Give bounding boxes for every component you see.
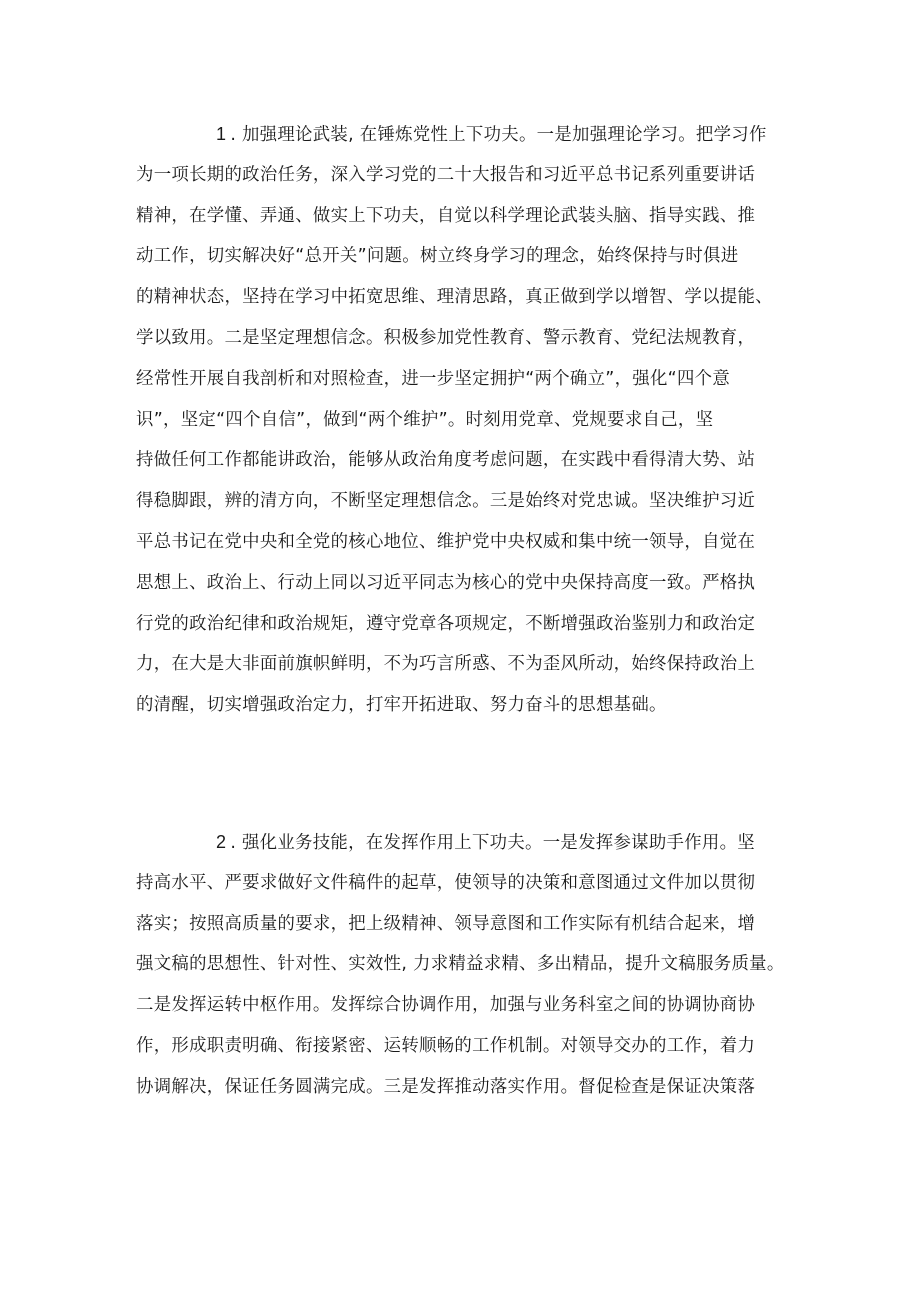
paragraph-line: 的清醒，切实增强政治定力，打牢开拓进取、努力奋斗的思想基础。 bbox=[136, 695, 667, 716]
paragraph-number: 1 bbox=[216, 124, 227, 144]
paragraph-line: 平总书记在党中央和全党的核心地位、维护党中央权威和集中统一领导，自觉在 bbox=[136, 531, 756, 552]
line-text: . 加强理论武装, 在锤炼党性上下功夫。一是加强理论学习。把学习作 bbox=[230, 125, 767, 145]
paragraph-2 bbox=[136, 822, 796, 1108]
paragraph-line: 经常性开展自我剖析和对照检查，进一步坚定拥护“两个确立”，强化“四个意 bbox=[136, 368, 731, 389]
paragraph-line: 持做任何工作都能讲政治，能够从政治角度考虑问题，在实践中看得清大势、站 bbox=[136, 450, 756, 471]
paragraph-line: 识”，坚定“四个自信”，做到“两个维护”。时刻用党章、党规要求自己，坚 bbox=[136, 409, 714, 430]
paragraph-line: 行党的政治纪律和政治规矩，遵守党章各项规定，不断增强政治鉴别力和政治定 bbox=[136, 613, 756, 634]
paragraph-line: 精神，在学懂、弄通、做实上下功夫，自觉以科学理论武装头脑、指导实践、推 bbox=[136, 205, 756, 226]
paragraph-number: 2 bbox=[216, 832, 227, 852]
paragraph-1 bbox=[136, 114, 796, 726]
paragraph-line: 力，在大是大非面前旗帜鲜明，不为巧言所惑、不为歪风所动，始终保持政治上 bbox=[136, 654, 756, 675]
paragraph-line: 思想上、政治上、行动上同以习近平同志为核心的党中央保持高度一致。严格执 bbox=[136, 572, 756, 593]
paragraph-line: 得稳脚跟，辨的清方向，不断坚定理想信念。三是始终对党忠诚。坚决维护习近 bbox=[136, 491, 756, 512]
paragraph-line bbox=[136, 822, 796, 863]
paragraph-line: 二是发挥运转中枢作用。发挥综合协调作用，加强与业务科室之间的协调协商协 bbox=[136, 995, 756, 1016]
paragraph-line: 动工作，切实解决好“总开关”问题。树立终身学习的理念，始终保持与时俱进 bbox=[136, 246, 739, 267]
paragraph-line: 强文稿的思想性、针对性、实效性, 力求精益求精、多出精品，提升文稿服务质量。 bbox=[136, 954, 785, 975]
paragraph-line: 作，形成职责明确、衔接紧密、运转顺畅的工作机制。对领导交办的工作，着力 bbox=[136, 1035, 756, 1056]
paragraph-line: 持高水平、严要求做好文件稿件的起草，使领导的决策和意图通过文件加以贯彻 bbox=[136, 872, 756, 893]
paragraph-line: 学以致用。二是坚定理想信念。积极参加党性教育、警示教育、党纪法规教育， bbox=[136, 327, 756, 348]
paragraph-line bbox=[136, 114, 796, 155]
line-text: . 强化业务技能，在发挥作用上下功夫。一是发挥参谋助手作用。坚 bbox=[230, 833, 755, 853]
paragraph-line: 为一项长期的政治任务，深入学习党的二十大报告和习近平总书记系列重要讲话 bbox=[136, 164, 756, 185]
paragraph-line: 的精神状态，坚持在学习中拓宽思维、理清思路，真正做到学以增智、学以提能、 bbox=[136, 287, 773, 308]
paragraph-line: 协调解决，保证任务圆满完成。三是发挥推动落实作用。督促检查是保证决策落 bbox=[136, 1076, 756, 1097]
paragraph-line: 落实；按照高质量的要求，把上级精神、领导意图和工作实际有机结合起来，增 bbox=[136, 913, 756, 934]
